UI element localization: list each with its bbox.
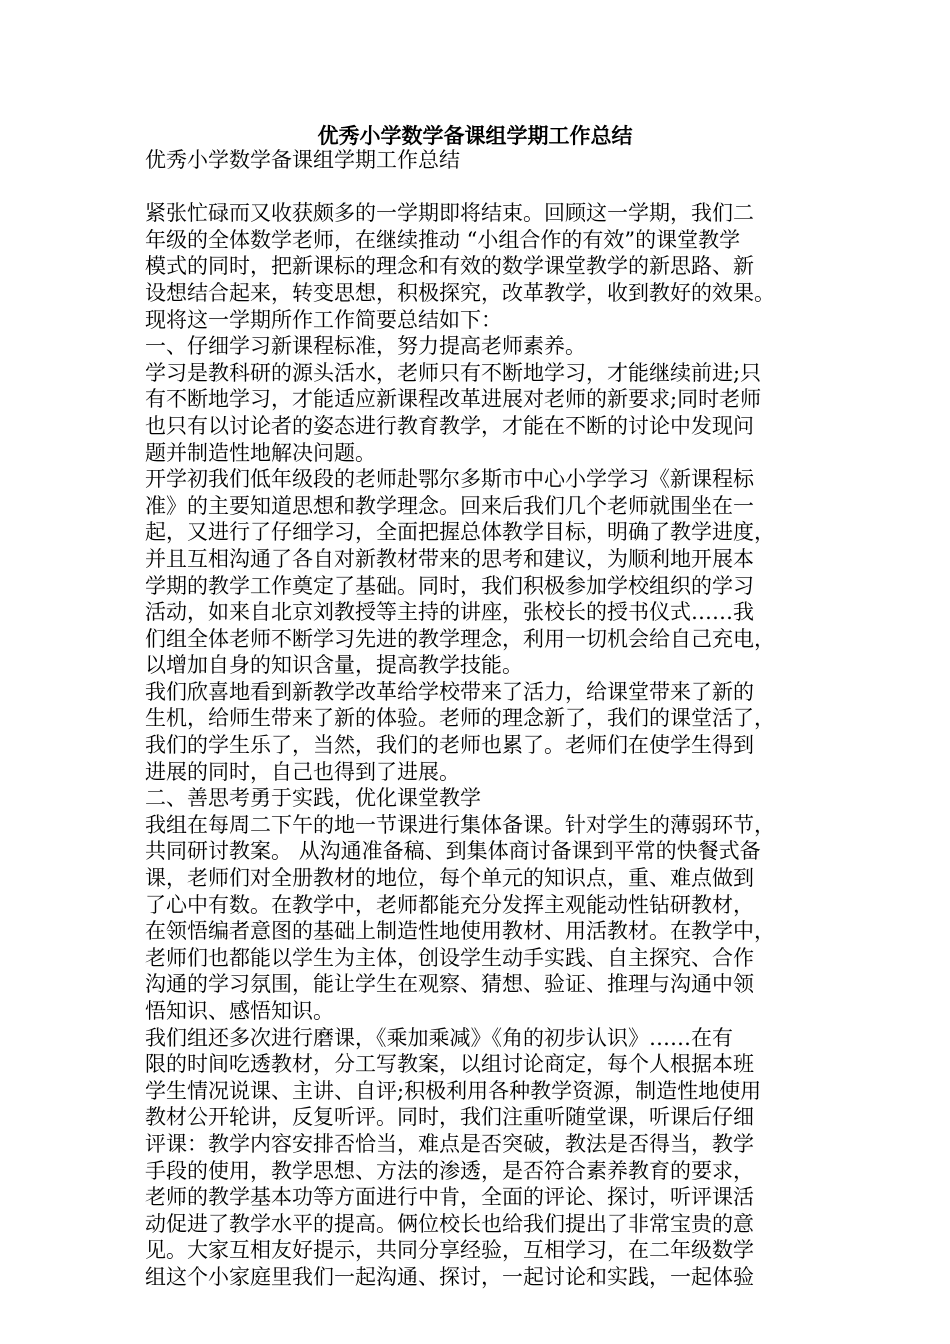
paragraph-line: 共同研讨教案。 从沟通准备稿、到集体商讨备课到平常的快餐式备 bbox=[145, 839, 761, 864]
paragraph-line: 老师们也都能以学生为主体，创设学生动手实践、自主探究、合作 bbox=[145, 945, 754, 970]
paragraph-line: 模式的同时，把新课标的理念和有效的数学课堂教学的新思路、新 bbox=[145, 254, 754, 279]
paragraph-line: 课，老师们对全册教材的地位，每个单元的知识点，重、难点做到 bbox=[145, 866, 754, 891]
paragraph-line: 生机，给师生带来了新的体验。老师的理念新了，我们的课堂活了， bbox=[145, 706, 775, 731]
paragraph-line: 限的时间吃透教材，分工写教案，以组讨论商定，每个人根据本班 bbox=[145, 1052, 754, 1077]
paragraph-line: 学期的教学工作奠定了基础。同时，我们积极参加学校组织的学习 bbox=[145, 573, 754, 598]
document-body bbox=[145, 147, 810, 1291]
paragraph-line: 准》的主要知道思想和教学理念。回来后我们几个老师就围坐在一 bbox=[145, 493, 754, 518]
paragraph-line: 紧张忙碌而又收获颇多的一学期即将结束。回顾这一学期，我们二 bbox=[145, 201, 754, 226]
paragraph-line: 开学初我们低年级段的老师赴鄂尔多斯市中心小学学习《新课程标 bbox=[145, 467, 754, 492]
paragraph-line: 我们的学生乐了，当然，我们的老师也累了。老师们在使学生得到 bbox=[145, 733, 754, 758]
paragraph-line bbox=[145, 174, 810, 201]
paragraph-line: 在领悟编者意图的基础上制造性地使用教材、用活教材。在教学中， bbox=[145, 919, 775, 944]
paragraph-line: 二、善思考勇于实践，优化课堂教学 bbox=[145, 786, 481, 811]
paragraph-line: 并且互相沟通了各自对新教材带来的思考和建议，为顺利地开展本 bbox=[145, 546, 754, 571]
paragraph-line: 动促进了教学水平的提高。俩位校长也给我们提出了非常宝贵的意 bbox=[145, 1211, 754, 1236]
paragraph-line: 组这个小家庭里我们一起沟通、探讨，一起讨论和实践，一起体验 bbox=[145, 1264, 754, 1289]
paragraph-line: 们组全体老师不断学习先进的教学理念，利用一切机会给自己充电， bbox=[145, 626, 775, 651]
paragraph-line: 我们组还多次进行磨课，《乘加乘减》《角的初步认识》……在有 bbox=[145, 1025, 733, 1050]
paragraph-line: 设想结合起来，转变思想，积极探究，改革教学，收到教好的效果。 bbox=[145, 280, 775, 305]
paragraph-line: 了心中有数。在教学中，老师都能充分发挥主观能动性钻研教材， bbox=[145, 892, 754, 917]
paragraph-line: 手段的使用，教学思想、方法的渗透，是否符合素养教育的要求， bbox=[145, 1158, 754, 1183]
document-title: 优秀小学数学备课组学期工作总结 bbox=[317, 123, 633, 148]
paragraph-line: 教材公开轮讲，反复听评。同时，我们注重听随堂课，听课后仔细 bbox=[145, 1105, 754, 1130]
paragraph-line: 一、仔细学习新课程标准，努力提高老师素养。 bbox=[145, 334, 586, 359]
paragraph-line: 我们欣喜地看到新教学改革给学校带来了活力，给课堂带来了新的 bbox=[145, 679, 754, 704]
paragraph-line: 老师的教学基本功等方面进行中肯，全面的评论、探讨，听评课活 bbox=[145, 1185, 754, 1210]
paragraph-line: 活动，如来自北京刘教授等主持的讲座，张校长的授书仪式……我 bbox=[145, 600, 754, 625]
paragraph-line: 沟通的学习氛围，能让学生在观察、猜想、验证、推理与沟通中领 bbox=[145, 972, 754, 997]
paragraph-line: 评课：教学内容安排否恰当，难点是否突破，教法是否得当，教学 bbox=[145, 1131, 754, 1156]
paragraph-line: 进展的同时，自己也得到了进展。 bbox=[145, 759, 460, 784]
paragraph-line: 题并制造性地解决问题。 bbox=[145, 440, 376, 465]
paragraph-line: 也只有以讨论者的姿态进行教育教学，才能在不断的讨论中发现问 bbox=[145, 413, 754, 438]
document-subtitle-line: 优秀小学数学备课组学期工作总结 bbox=[145, 148, 460, 172]
paragraph-line: 以增加自身的知识含量，提高教学技能。 bbox=[145, 653, 523, 678]
paragraph-line: 学生情况说课、主讲、自评;积极利用各种教学资源，制造性地使用 bbox=[145, 1078, 762, 1103]
paragraph-line: 现将这一学期所作工作简要总结如下： bbox=[145, 307, 502, 332]
paragraph-line: 学习是教科研的源头活水，老师只有不断地学习，才能继续前进;只 bbox=[145, 360, 762, 385]
paragraph-line: 见。大家互相友好提示，共同分享经验，互相学习，在二年级数学 bbox=[145, 1238, 754, 1263]
paragraph-line: 起，又进行了仔细学习，全面把握总体教学目标，明确了教学进度， bbox=[145, 520, 775, 545]
paragraph-line: 我组在每周二下午的地一节课进行集体备课。针对学生的薄弱环节， bbox=[145, 812, 775, 837]
paragraph-line: 年级的全体数学老师，在继续推动 “小组合作的有效”的课堂教学 bbox=[145, 227, 741, 252]
paragraph-line: 悟知识、感悟知识。 bbox=[145, 999, 334, 1023]
paragraph-line: 有不断地学习，才能适应新课程改革进展对老师的新要求;同时老师 bbox=[145, 387, 762, 412]
